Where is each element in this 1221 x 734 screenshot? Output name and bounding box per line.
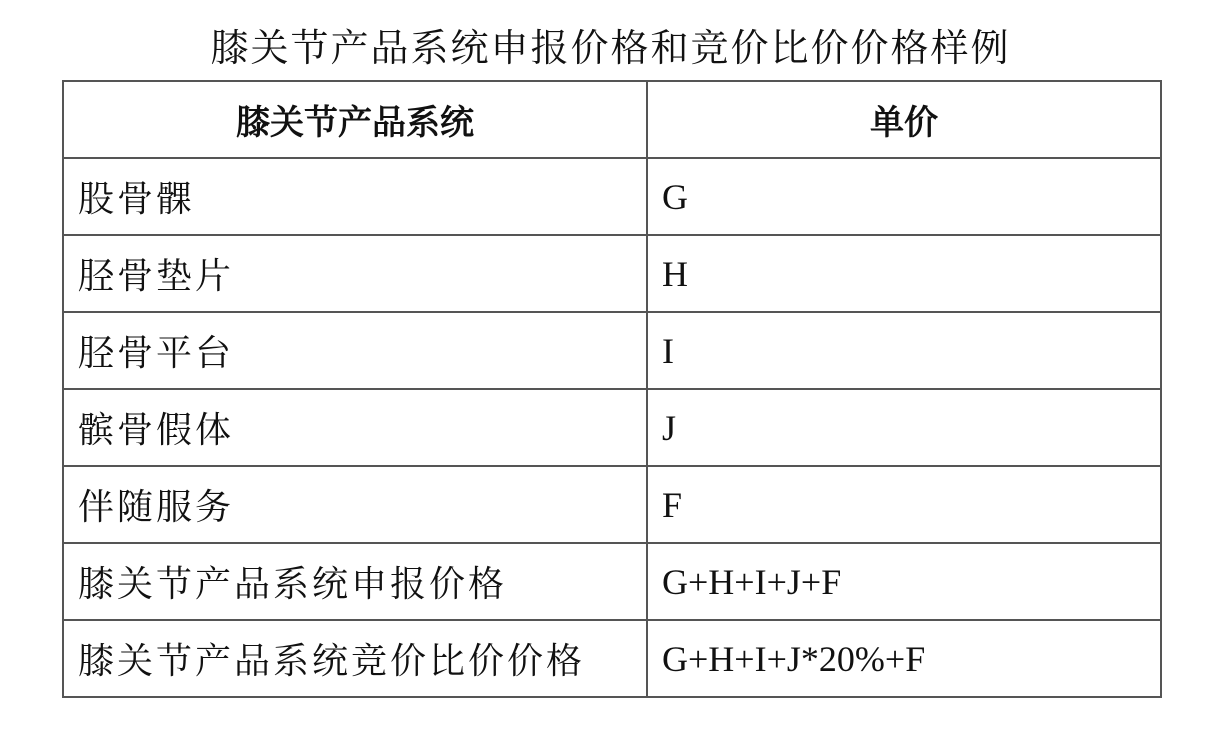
product-name-cell: 胫骨垫片 bbox=[63, 235, 647, 312]
product-name-cell: 伴随服务 bbox=[63, 466, 647, 543]
unit-price-cell: G bbox=[647, 158, 1161, 235]
price-table bbox=[62, 80, 1162, 698]
product-name-cell: 胫骨平台 bbox=[63, 312, 647, 389]
unit-price-cell: H bbox=[647, 235, 1161, 312]
product-name-cell: 髌骨假体 bbox=[63, 389, 647, 466]
table-row bbox=[63, 543, 1161, 620]
unit-price-cell: G+H+I+J*20%+F bbox=[647, 620, 1161, 697]
table-row bbox=[63, 312, 1161, 389]
table-row bbox=[63, 466, 1161, 543]
table-row bbox=[63, 620, 1161, 697]
header-unit-price: 单价 bbox=[647, 81, 1161, 158]
table-header-row bbox=[63, 81, 1161, 158]
table-row bbox=[63, 158, 1161, 235]
product-name-cell: 膝关节产品系统申报价格 bbox=[63, 543, 647, 620]
table-row bbox=[63, 389, 1161, 466]
unit-price-cell: G+H+I+J+F bbox=[647, 543, 1161, 620]
product-name-cell: 股骨髁 bbox=[63, 158, 647, 235]
page-title: 膝关节产品系统申报价格和竞价比价价格样例 bbox=[210, 26, 1011, 70]
unit-price-cell: F bbox=[647, 466, 1161, 543]
header-product-system: 膝关节产品系统 bbox=[63, 81, 647, 158]
product-name-cell: 膝关节产品系统竞价比价价格 bbox=[63, 620, 647, 697]
table-row bbox=[63, 235, 1161, 312]
unit-price-cell: J bbox=[647, 389, 1161, 466]
unit-price-cell: I bbox=[647, 312, 1161, 389]
